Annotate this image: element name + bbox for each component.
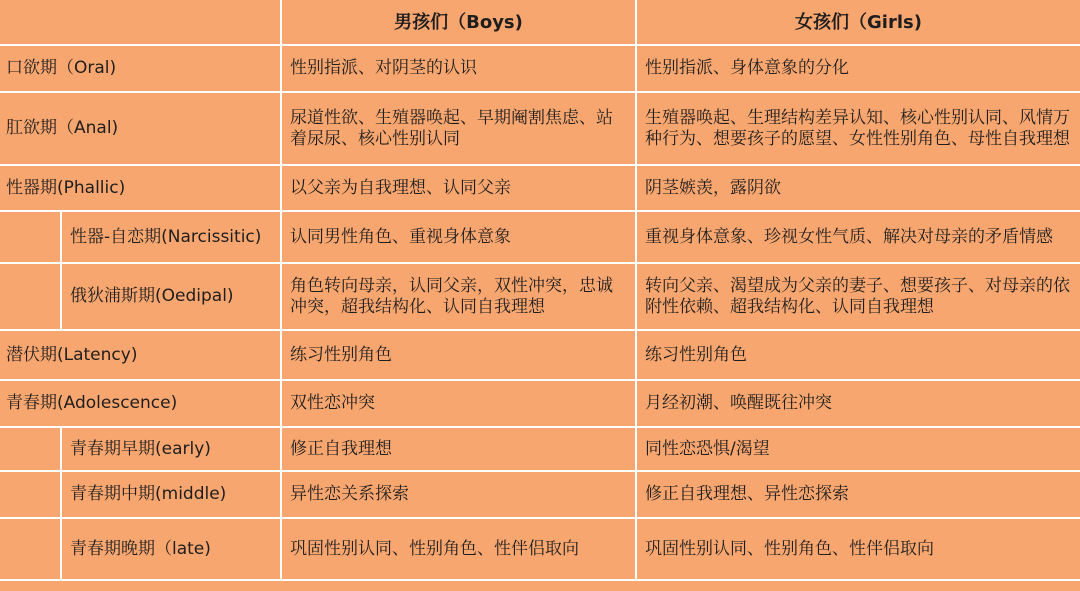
stage-label: 性器期(Phallic) xyxy=(0,166,282,212)
indent-spacer xyxy=(0,212,62,264)
stage-label: 肛欲期（Anal) xyxy=(0,93,282,166)
girls-cell: 练习性别角色 xyxy=(637,331,1080,381)
header-girls: 女孩们（Girls) xyxy=(637,0,1080,46)
girls-cell: 月经初潮、唤醒既往冲突 xyxy=(637,381,1080,428)
girls-cell: 阴茎嫉羡，露阴欲 xyxy=(637,166,1080,212)
boys-cell: 性别指派、对阴茎的认识 xyxy=(282,46,637,93)
stage-label: 潜伏期(Latency) xyxy=(0,331,282,381)
substage-label: 性器-自恋期(Narcissitic) xyxy=(62,212,282,264)
boys-cell: 角色转向母亲，认同父亲，双性冲突，忠诚冲突，超我结构化、认同自我理想 xyxy=(282,264,637,331)
boys-cell: 尿道性欲、生殖器唤起、早期阉割焦虑、站着尿尿、核心性别认同 xyxy=(282,93,637,166)
girls-cell: 巩固性别认同、性别角色、性伴侣取向 xyxy=(637,519,1080,581)
header-corner xyxy=(0,0,282,46)
stage-label: 青春期(Adolescence) xyxy=(0,381,282,428)
boys-cell: 巩固性别认同、性别角色、性伴侣取向 xyxy=(282,519,637,581)
indent-spacer xyxy=(0,264,62,331)
boys-cell: 异性恋关系探索 xyxy=(282,472,637,519)
boys-cell: 双性恋冲突 xyxy=(282,381,637,428)
girls-cell: 生殖器唤起、生理结构差异认知、核心性别认同、风情万种行为、想要孩子的愿望、女性性别角色、母性自我理想 xyxy=(637,93,1080,166)
substage-label: 青春期晚期（late) xyxy=(62,519,282,581)
indent-spacer xyxy=(0,472,62,519)
girls-cell: 转向父亲、渴望成为父亲的妻子、想要孩子、对母亲的依附性依赖、超我结构化、认同自我理想 xyxy=(637,264,1080,331)
girls-cell: 性别指派、身体意象的分化 xyxy=(637,46,1080,93)
substage-label: 青春期中期(middle) xyxy=(62,472,282,519)
stage-label: 口欲期（Oral) xyxy=(0,46,282,93)
girls-cell: 修正自我理想、异性恋探索 xyxy=(637,472,1080,519)
girls-cell: 同性恋恐惧/渴望 xyxy=(637,428,1080,472)
girls-cell: 重视身体意象、珍视女性气质、解决对母亲的矛盾情感 xyxy=(637,212,1080,264)
substage-label: 俄狄浦斯期(Oedipal) xyxy=(62,264,282,331)
indent-spacer xyxy=(0,519,62,581)
header-boys: 男孩们（Boys) xyxy=(282,0,637,46)
boys-cell: 练习性别角色 xyxy=(282,331,637,381)
boys-cell: 认同男性角色、重视身体意象 xyxy=(282,212,637,264)
boys-cell: 以父亲为自我理想、认同父亲 xyxy=(282,166,637,212)
boys-cell: 修正自我理想 xyxy=(282,428,637,472)
indent-spacer xyxy=(0,428,62,472)
substage-label: 青春期早期(early) xyxy=(62,428,282,472)
